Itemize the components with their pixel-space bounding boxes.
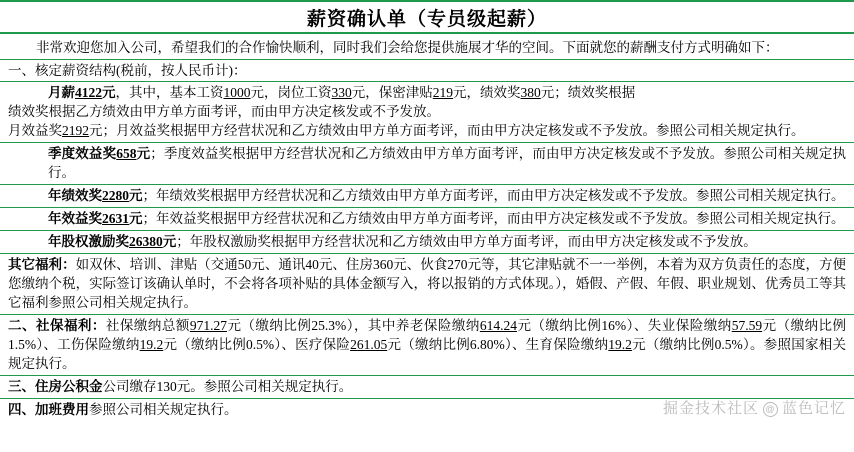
annual-performance-value: 2280 [102,188,129,203]
salary-item-equity [0,230,854,253]
social-insurance-label: 二、社保福利： [8,318,106,333]
quarterly-unit: 元 [136,146,151,161]
section-heading-salary-structure-label: 一、核定薪资结构(税前，按人民币计)： [8,63,247,78]
document-title-bar [0,0,854,34]
salary-item-annual-performance-line1 [8,186,846,205]
social-insurance-total-note: 元（缴纳比例25.3%），其中养老保险缴纳 [226,318,480,333]
salary-item-equity-line1 [8,232,846,251]
social-insurance-line [8,316,846,373]
monthly-text: ，其中，基本工资 [115,85,224,100]
salary-item-annual-performance [0,184,854,207]
quarterly-label: 季度效益奖 [48,146,117,161]
other-welfare-label: 其它福利： [8,257,76,272]
overtime-label: 四、加班费用 [8,402,89,417]
equity-label: 年股权激励奖 [48,234,129,249]
annual-profit-value: 2631 [102,211,129,226]
annual-performance-unit: 元 [129,188,143,203]
salary-item-monthly-line1 [8,83,846,102]
other-welfare-block [0,253,854,314]
salary-item-annual-profit-line1 [8,209,846,228]
performance-label: 绩效奖 [480,85,521,100]
confidential-label: 保密津贴 [378,85,433,100]
monthly-unit: 元 [102,85,116,100]
overtime-line [8,400,846,419]
monthly-bonus-value: 2192 [62,123,89,138]
other-welfare-line [8,255,846,312]
performance-value: 380 [520,85,541,100]
annual-profit-label: 年效益奖 [48,211,102,226]
annual-profit-unit: 元 [129,211,143,226]
base-salary-unit: 元， [250,85,278,100]
section-heading-salary-structure [0,59,854,81]
pension-value: 614.24 [479,318,517,333]
other-welfare-body: 如双休、培训、津贴（交通50元、通讯40元、住房360元、伙食270元等，其它津贴就不一一举例，本着为双方负责任的态度，方便您缴纳个税，实际签订该确认单时，不会将各项补贴的具体金额写入，将以报销的方式体现。），婚假、产假、年假、职业规划、优秀员工等其它福利参照公司相关规定执行。 [8,257,847,310]
injury-value: 19.2 [139,337,164,352]
confidential-value: 219 [432,85,453,100]
monthly-bonus-text: ；月效益奖根据甲方经营状况和乙方绩效由甲方单方面考评，而由甲方决定核发或不予发放。参照公司相关规定执行。 [102,123,805,138]
salary-item-monthly-line2: 绩效奖根据乙方绩效由甲方单方面考评，而由甲方决定核发或不予发放。 [8,104,440,119]
at-icon: @ [763,402,778,417]
equity-value: 26380 [129,234,163,249]
confidential-unit: 元， [453,85,480,100]
watermark-left-text: 掘金技术社区 [662,400,759,417]
salary-item-quarterly-line1 [8,144,846,182]
overtime-block [0,398,854,421]
pension-note: 元（缴纳比例16%）、失业保险缴纳 [516,318,732,333]
monthly-value: 4122 [75,85,102,100]
unemployment-value: 57.59 [731,318,763,333]
maternity-note: 元（缴纳比例0.5%）。参照国家相关规定执行。 [8,337,847,371]
quarterly-value: 658 [116,146,137,161]
post-salary-unit: 元， [351,85,379,100]
unemployment-note: 元（缴纳比例1.5%）、工伤保险缴纳 [8,318,847,352]
housing-fund-line [8,377,846,396]
housing-fund-label: 三、住房公积金 [8,379,103,394]
monthly-label: 月薪 [48,85,75,100]
watermark-right-text: 蓝色记忆 [781,400,846,417]
maternity-value: 19.2 [608,337,632,352]
annual-profit-body: ；年效益奖根据甲方经营状况和乙方绩效由甲方单方面考评，而由甲方决定核发或不予发放。参照公司相关规定执行。 [142,211,845,226]
monthly-bonus-unit: 元 [89,123,103,138]
housing-fund-block [0,375,854,398]
monthly-bonus-label: 月效益奖 [8,123,62,138]
medical-note: 元（缴纳比例6.80%）、生育保险缴纳 [387,337,609,352]
intro-text: 非常欢迎您加入公司，希望我们的合作愉快顺利，同时我们会给您提供施展才华的空间。下面就您的薪酬支付方式明确如下： [36,40,779,55]
social-insurance-prefix: 社保缴纳总额 [105,318,190,333]
medical-value: 261.05 [350,337,388,352]
salary-item-quarterly [0,142,854,184]
social-insurance-total: 971.27 [189,318,227,333]
social-insurance-block [0,314,854,375]
housing-fund-body: 公司缴存130元。参照公司相关规定执行。 [102,379,353,394]
annual-performance-body: ；年绩效奖根据甲方经营状况和乙方绩效由甲方单方面考评，而由甲方决定核发或不予发放。参照公司相关规定执行。 [142,188,845,203]
annual-performance-label: 年绩效奖 [48,188,102,203]
quarterly-body: ；季度效益奖根据甲方经营状况和乙方绩效由甲方单方面考评，而由甲方决定核发或不予发放。参照公司相关规定执行。 [48,146,847,180]
post-salary-label: 岗位工资 [277,85,332,100]
overtime-body: 参照公司相关规定执行。 [89,402,238,417]
base-salary-value: 1000 [223,85,251,100]
equity-unit: 元 [162,234,177,249]
salary-item-annual-profit [0,207,854,230]
salary-item-monthly [0,81,854,142]
salary-item-monthly-line3 [8,121,846,140]
post-salary-value: 330 [331,85,352,100]
injury-note: 元（缴纳比例0.5%）、医疗保险 [163,337,351,352]
page-title: 薪资确认单（专员级起薪） [306,8,547,30]
intro-paragraph [0,34,854,59]
equity-body: ；年股权激励奖根据甲方经营状况和乙方绩效由甲方单方面考评，而由甲方决定核发或不予发放。 [176,234,757,249]
performance-unit: 元；绩效奖根据 [540,85,636,100]
